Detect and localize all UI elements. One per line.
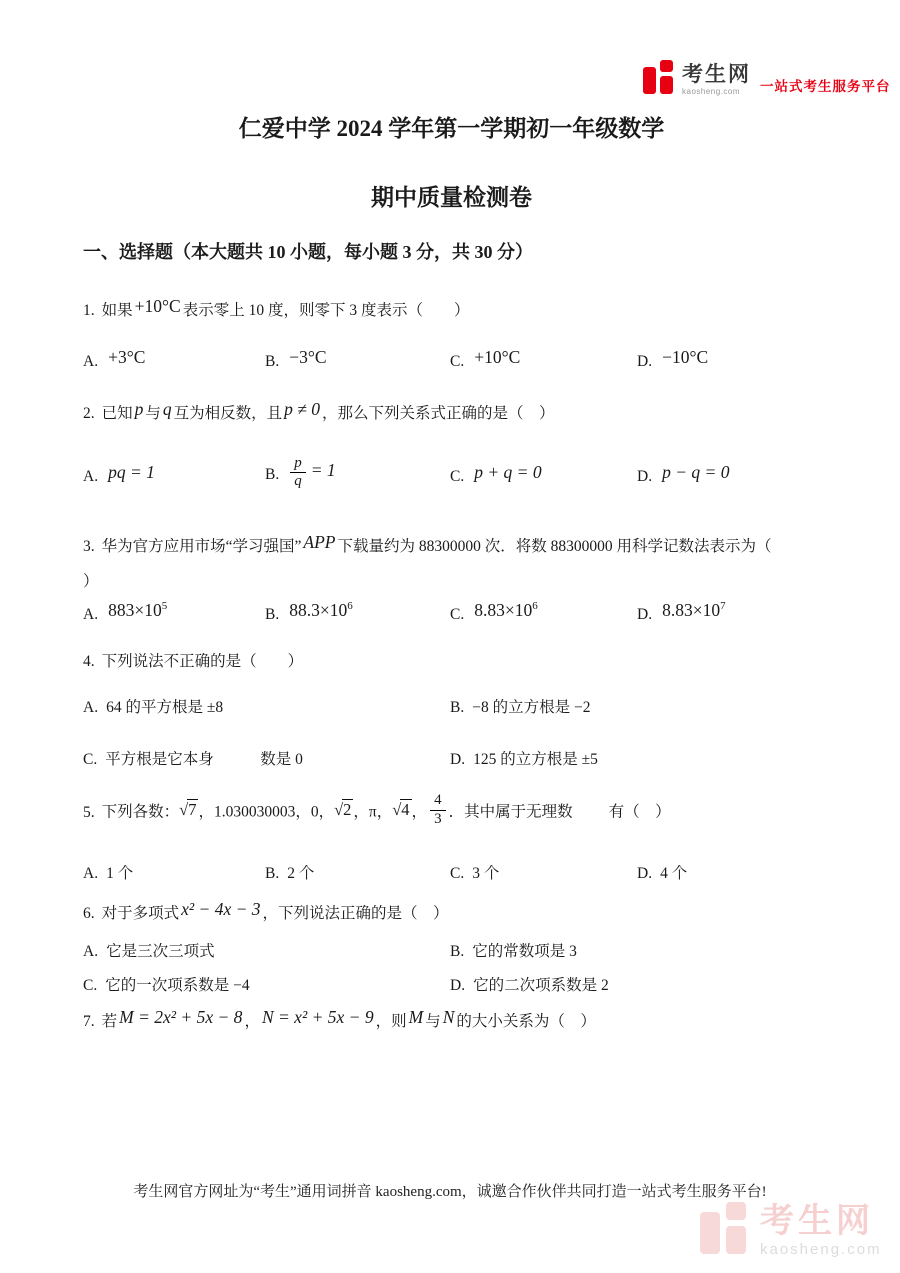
option-letter: D.: [450, 751, 466, 769]
option-a: [83, 600, 265, 624]
question-text: 若: [101, 1013, 118, 1030]
option-value: +3°C: [108, 347, 146, 368]
option-letter: A.: [83, 864, 99, 882]
math-expression: +10°C: [134, 296, 181, 316]
option-letter: B.: [450, 943, 465, 960]
math-expression: N: [442, 1007, 455, 1027]
question-text: 已知: [101, 405, 133, 423]
question-text: 下列各数：: [101, 803, 180, 821]
radicand: 2: [343, 799, 352, 819]
watermark-brand: 考生网: [760, 1201, 874, 1240]
question-number: 5.: [83, 803, 95, 821]
question-text: 如果: [101, 302, 133, 319]
option-c: [450, 600, 637, 624]
option-letter: D.: [637, 353, 653, 371]
question-text: 与: [145, 405, 161, 423]
scientific-base: 8.83×10: [662, 600, 721, 620]
scientific-exponent: 7: [720, 600, 726, 613]
question-4: [83, 650, 820, 673]
radical: [334, 800, 353, 819]
option-letter: A.: [83, 943, 99, 960]
option-letter: C.: [83, 751, 98, 769]
question-2: [83, 399, 820, 425]
fraction-denominator: q: [294, 473, 302, 489]
option-value: −8 的立方根是 −2: [472, 699, 591, 717]
question-6: [83, 899, 820, 925]
question-text: 有（ ）: [608, 803, 671, 821]
option-b: [265, 600, 450, 624]
scientific-base: 883×10: [108, 600, 162, 620]
kaosheng-logo-icon: [643, 60, 677, 96]
option-a: [83, 462, 265, 486]
question-2-options: [83, 450, 820, 502]
watermark: [700, 1202, 882, 1258]
fraction: [430, 792, 446, 828]
math-expression: APP: [303, 531, 336, 552]
option-value: −3°C: [289, 347, 327, 368]
option-letter: C.: [450, 468, 465, 485]
option-letter: B.: [265, 353, 280, 371]
math-expression: q: [162, 399, 172, 420]
option-d: [637, 462, 820, 486]
option-letter: C.: [450, 353, 465, 371]
question-text: ，下列说法正确的是（ ）: [262, 904, 449, 922]
option-a: [83, 347, 265, 371]
logo-text-block: [682, 64, 751, 96]
question-number: 4.: [83, 653, 95, 670]
math-expression: p: [134, 399, 144, 420]
option-letter: B.: [265, 606, 280, 623]
option-letter: A.: [83, 606, 99, 623]
question-number: 6.: [83, 904, 95, 922]
question-number: 7.: [83, 1013, 95, 1030]
option-c: [450, 462, 637, 486]
question-1: [83, 296, 820, 322]
question-text: 与: [425, 1013, 441, 1030]
option-value: 它的常数项是 3: [472, 943, 577, 960]
option-b: [450, 695, 820, 717]
option-value: [472, 600, 540, 620]
option-d: [637, 347, 820, 371]
option-letter: B.: [265, 466, 280, 484]
math-expression: x² − 4x − 3: [181, 898, 261, 919]
option-d: [637, 600, 820, 624]
section-heading: 一、选择题（本大题共 10 小题，每小题 3 分，共 30 分）: [83, 242, 533, 262]
footer-text: 考生网官方网址为“考生”通用词拼音 kaosheng.com，诚邀合作伙伴共同打造一站式考生服务平台!: [133, 1184, 767, 1200]
option-letter: D.: [450, 977, 466, 994]
option-d: [450, 747, 820, 769]
option-d: [637, 861, 820, 883]
question-number: 2.: [83, 405, 95, 423]
question-number: 3.: [83, 537, 95, 555]
option-value: 4 个: [660, 864, 688, 882]
question-text: ，π，: [353, 803, 393, 821]
option-b: [265, 454, 450, 494]
option-c: [83, 973, 450, 995]
question-text: 互为相反数，且: [173, 405, 283, 423]
option-value: pq = 1: [108, 462, 155, 482]
option-value: p − q = 0: [662, 462, 730, 482]
fraction: [290, 455, 306, 491]
option-value: 它的二次项系数是 2: [473, 977, 609, 994]
question-1-options: [83, 347, 820, 371]
question-text: ，: [244, 1013, 260, 1030]
option-value: [660, 600, 728, 620]
scientific-base: 88.3×10: [289, 600, 348, 620]
question-number: 1.: [83, 302, 95, 319]
logo-domain: kaosheng.com: [682, 87, 741, 96]
radical: [179, 800, 198, 819]
question-text: 表示零上 10 度，则零下 3 度表示（ ）: [182, 302, 470, 319]
option-value: 平方根是它本身 数是 0: [105, 751, 303, 769]
scientific-base: 8.83×10: [474, 600, 533, 620]
option-a: [83, 695, 450, 717]
option-letter: C.: [450, 864, 465, 882]
option-a: [83, 861, 265, 883]
question-text: 华为官方应用市场“学习强国”: [101, 537, 302, 555]
option-value: 3 个: [472, 864, 500, 882]
watermark-text-block: [760, 1201, 882, 1258]
logo-brand: 考生网: [682, 63, 751, 86]
kaosheng-logo: [643, 60, 891, 96]
logo-tagline: 一站式考生服务平台: [760, 79, 891, 94]
option-letter: A.: [83, 699, 99, 717]
watermark-domain: kaosheng.com: [760, 1240, 882, 1258]
option-value: = 1: [310, 460, 336, 481]
option-b: [265, 347, 450, 371]
question-4-options-row2: [83, 747, 820, 769]
option-value: −10°C: [662, 347, 709, 368]
option-letter: A.: [83, 468, 99, 485]
question-text: ，那么下列关系式正确的是（ ）: [322, 405, 555, 423]
radical-sign: √: [179, 799, 189, 819]
question-text: 对于多项式: [101, 904, 180, 922]
question-text: 下载量约为 88300000 次．将数 88300000 用科学记数法表示为（: [337, 537, 772, 555]
option-letter: D.: [637, 606, 653, 623]
scientific-exponent: 5: [161, 600, 168, 613]
option-c: [83, 747, 450, 769]
option-letter: D.: [637, 468, 653, 485]
option-c: [450, 861, 637, 883]
option-value: p + q = 0: [474, 462, 542, 482]
question-text: ，则: [375, 1013, 407, 1030]
option-a: [83, 939, 450, 961]
option-c: [450, 347, 637, 371]
option-value: [106, 600, 169, 620]
option-value: 它的一次项系数是 −4: [105, 977, 250, 994]
question-text: ，: [411, 803, 428, 821]
question-6-options-row1: [83, 939, 820, 961]
option-letter: C.: [83, 977, 98, 994]
fraction-denominator: 3: [434, 810, 442, 827]
question-text: ．其中属于无理数: [448, 803, 573, 821]
question-3-options: [83, 600, 820, 624]
question-text: ，1.030030003，0，: [198, 803, 335, 821]
math-expression: M: [408, 1007, 424, 1027]
option-value: 它是三次三项式: [106, 943, 215, 960]
option-letter: C.: [450, 606, 465, 623]
option-value: [287, 600, 355, 620]
question-text: 的大小关系为（ ）: [456, 1013, 596, 1030]
exam-subtitle: 期中质量检测卷: [371, 185, 532, 210]
option-b: [265, 861, 450, 883]
option-letter: B.: [265, 864, 280, 882]
question-5-options: [83, 861, 820, 883]
radicand: 4: [401, 799, 410, 819]
math-expression: M = 2x² + 5x − 8: [119, 1007, 243, 1027]
radical: [392, 800, 411, 819]
question-6-options-row2: [83, 973, 820, 995]
question-text: 下列说法不正确的是（ ）: [101, 653, 304, 670]
math-expression: N = x² + 5x − 9: [261, 1007, 374, 1027]
option-value: 64 的平方根是 ±8: [106, 699, 224, 717]
option-d: [450, 973, 820, 995]
option-value: 1 个: [106, 864, 134, 882]
question-3: [83, 532, 820, 558]
option-letter: B.: [450, 699, 465, 717]
question-4-options-row1: [83, 695, 820, 717]
radicand: 7: [188, 799, 197, 819]
question-3-continuation: ）: [83, 572, 99, 590]
radical-sign: √: [392, 799, 402, 819]
fraction-numerator: p: [290, 455, 306, 473]
math-expression: p ≠ 0: [284, 399, 321, 420]
option-b: [450, 939, 820, 961]
option-value: 125 的立方根是 ±5: [473, 751, 598, 769]
watermark-logo-icon: [700, 1202, 752, 1258]
question-7: [83, 1007, 820, 1033]
question-5: [83, 792, 820, 831]
fraction-numerator: 4: [430, 792, 446, 810]
option-value: +10°C: [474, 347, 521, 368]
option-value: 2 个: [287, 864, 315, 882]
option-letter: D.: [637, 864, 653, 882]
scientific-exponent: 6: [532, 600, 538, 613]
radical-sign: √: [334, 799, 344, 819]
exam-title: 仁爱中学 2024 学年第一学期初一年级数学: [238, 116, 665, 141]
option-letter: A.: [83, 353, 99, 371]
scientific-exponent: 6: [347, 600, 353, 613]
